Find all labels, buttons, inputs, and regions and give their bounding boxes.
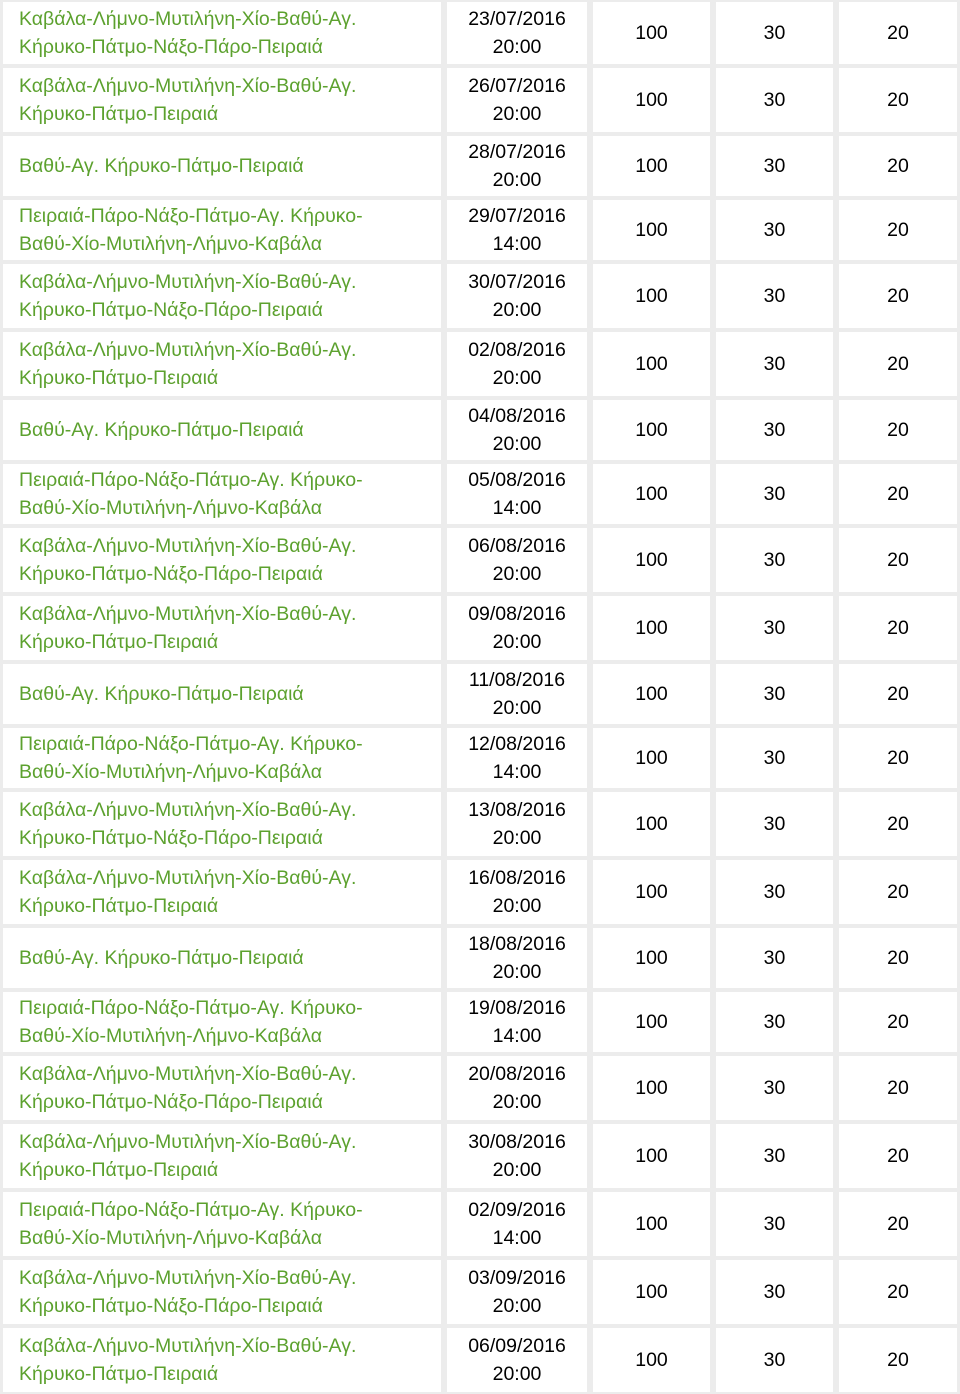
route-line: Βαθύ-Χίο-Μυτιλήνη-Λήμνο-Καβάλα xyxy=(19,497,323,519)
departure-date: 06/09/2016 xyxy=(468,1335,566,1357)
table-row xyxy=(0,0,960,66)
route-line: Κήρυκο-Πάτμο-Πειραιά xyxy=(19,103,219,125)
route-line: Καβάλα-Λήμνο-Μυτιλήνη-Χίο-Βαθύ-Αγ. xyxy=(19,1267,357,1289)
value-cell-c: 20 xyxy=(836,330,960,398)
departure-cell xyxy=(444,330,590,398)
departure-date: 09/08/2016 xyxy=(468,603,566,625)
value-cell-b: 30 xyxy=(713,858,836,926)
value-cell-c: 20 xyxy=(836,1122,960,1190)
route-cell xyxy=(0,462,444,526)
departure-cell xyxy=(444,1054,590,1122)
route-line: Βαθύ-Χίο-Μυτιλήνη-Λήμνο-Καβάλα xyxy=(19,761,323,783)
table-row xyxy=(0,330,960,398)
value-cell-c: 20 xyxy=(836,134,960,198)
route-line: Βαθύ-Αγ. Κήρυκο-Πάτμο-Πειραιά xyxy=(19,947,304,969)
table-row xyxy=(0,1054,960,1122)
route-line: Καβάλα-Λήμνο-Μυτιλήνη-Χίο-Βαθύ-Αγ. xyxy=(19,1131,357,1153)
value-cell-c: 20 xyxy=(836,1190,960,1258)
route-cell xyxy=(0,1326,444,1394)
value-cell-b: 30 xyxy=(713,1054,836,1122)
departure-cell xyxy=(444,858,590,926)
departure-cell xyxy=(444,594,590,662)
route-line: Πειραιά-Πάρο-Νάξο-Πάτμο-Αγ. Κήρυκο- xyxy=(19,469,363,491)
value-cell-a: 100 xyxy=(590,594,713,662)
departure-date: 11/08/2016 xyxy=(468,669,566,691)
departure-time: 14:00 xyxy=(492,761,542,783)
route-line: Κήρυκο-Πάτμο-Νάξο-Πάρο-Πειραιά xyxy=(19,299,323,321)
departure-date: 23/07/2016 xyxy=(468,8,566,30)
value-cell-a: 100 xyxy=(590,726,713,790)
route-line: Καβάλα-Λήμνο-Μυτιλήνη-Χίο-Βαθύ-Αγ. xyxy=(19,535,357,557)
route-line: Καβάλα-Λήμνο-Μυτιλήνη-Χίο-Βαθύ-Αγ. xyxy=(19,271,357,293)
value-cell-a: 100 xyxy=(590,462,713,526)
departure-date: 19/08/2016 xyxy=(468,997,566,1019)
route-cell xyxy=(0,1190,444,1258)
table-row xyxy=(0,1190,960,1258)
departure-cell xyxy=(444,790,590,858)
table-row xyxy=(0,926,960,990)
table-row xyxy=(0,134,960,198)
departure-date: 04/08/2016 xyxy=(468,405,566,427)
value-cell-c: 20 xyxy=(836,594,960,662)
route-cell xyxy=(0,134,444,198)
route-line: Βαθύ-Χίο-Μυτιλήνη-Λήμνο-Καβάλα xyxy=(19,233,323,255)
departure-date: 16/08/2016 xyxy=(468,867,566,889)
route-cell xyxy=(0,594,444,662)
value-cell-a: 100 xyxy=(590,198,713,262)
route-line: Κήρυκο-Πάτμο-Πειραιά xyxy=(19,1363,219,1385)
table-row xyxy=(0,990,960,1054)
route-line: Πειραιά-Πάρο-Νάξο-Πάτμο-Αγ. Κήρυκο- xyxy=(19,733,363,755)
value-cell-b: 30 xyxy=(713,1326,836,1394)
departure-date: 29/07/2016 xyxy=(468,205,566,227)
value-cell-b: 30 xyxy=(713,134,836,198)
value-cell-c: 20 xyxy=(836,1258,960,1326)
route-line: Καβάλα-Λήμνο-Μυτιλήνη-Χίο-Βαθύ-Αγ. xyxy=(19,1063,357,1085)
departure-cell xyxy=(444,462,590,526)
value-cell-b: 30 xyxy=(713,1190,836,1258)
value-cell-c: 20 xyxy=(836,0,960,66)
value-cell-a: 100 xyxy=(590,1326,713,1394)
departure-date: 06/08/2016 xyxy=(468,535,566,557)
table-row xyxy=(0,262,960,330)
route-line: Καβάλα-Λήμνο-Μυτιλήνη-Χίο-Βαθύ-Αγ. xyxy=(19,1335,357,1357)
departure-cell xyxy=(444,1190,590,1258)
route-cell xyxy=(0,790,444,858)
value-cell-a: 100 xyxy=(590,1190,713,1258)
route-line: Κήρυκο-Πάτμο-Πειραιά xyxy=(19,367,219,389)
route-line: Βαθύ-Αγ. Κήρυκο-Πάτμο-Πειραιά xyxy=(19,419,304,441)
value-cell-c: 20 xyxy=(836,990,960,1054)
route-line: Καβάλα-Λήμνο-Μυτιλήνη-Χίο-Βαθύ-Αγ. xyxy=(19,8,357,30)
value-cell-a: 100 xyxy=(590,990,713,1054)
value-cell-a: 100 xyxy=(590,330,713,398)
value-cell-c: 20 xyxy=(836,198,960,262)
value-cell-a: 100 xyxy=(590,0,713,66)
value-cell-a: 100 xyxy=(590,66,713,134)
value-cell-b: 30 xyxy=(713,398,836,462)
route-cell xyxy=(0,0,444,66)
departure-time: 20:00 xyxy=(492,895,542,917)
departure-cell xyxy=(444,66,590,134)
departure-time: 14:00 xyxy=(492,1227,542,1249)
departure-time: 20:00 xyxy=(492,563,542,585)
value-cell-c: 20 xyxy=(836,1326,960,1394)
departure-date: 20/08/2016 xyxy=(468,1063,566,1085)
value-cell-b: 30 xyxy=(713,66,836,134)
departure-cell xyxy=(444,262,590,330)
departure-cell xyxy=(444,726,590,790)
table-row xyxy=(0,398,960,462)
departure-cell xyxy=(444,134,590,198)
route-line: Καβάλα-Λήμνο-Μυτιλήνη-Χίο-Βαθύ-Αγ. xyxy=(19,603,357,625)
departure-date: 18/08/2016 xyxy=(468,933,566,955)
value-cell-a: 100 xyxy=(590,790,713,858)
route-cell xyxy=(0,1258,444,1326)
departure-cell xyxy=(444,1122,590,1190)
value-cell-b: 30 xyxy=(713,990,836,1054)
table-row xyxy=(0,1326,960,1394)
departure-cell xyxy=(444,398,590,462)
value-cell-a: 100 xyxy=(590,526,713,594)
table-row xyxy=(0,198,960,262)
route-line: Πειραιά-Πάρο-Νάξο-Πάτμο-Αγ. Κήρυκο- xyxy=(19,1199,363,1221)
departure-cell xyxy=(444,1258,590,1326)
departure-cell xyxy=(444,526,590,594)
value-cell-a: 100 xyxy=(590,1258,713,1326)
departure-time: 20:00 xyxy=(492,1091,542,1113)
departure-time: 14:00 xyxy=(492,1025,542,1047)
route-cell xyxy=(0,1122,444,1190)
route-line: Κήρυκο-Πάτμο-Πειραιά xyxy=(19,631,219,653)
departure-cell xyxy=(444,662,590,726)
departure-time: 20:00 xyxy=(492,827,542,849)
value-cell-a: 100 xyxy=(590,1122,713,1190)
table-row xyxy=(0,66,960,134)
value-cell-b: 30 xyxy=(713,1122,836,1190)
departure-time: 20:00 xyxy=(492,433,542,455)
value-cell-b: 30 xyxy=(713,926,836,990)
value-cell-b: 30 xyxy=(713,526,836,594)
departure-time: 20:00 xyxy=(492,961,542,983)
table-row xyxy=(0,662,960,726)
departure-cell xyxy=(444,0,590,66)
route-line: Κήρυκο-Πάτμο-Νάξο-Πάρο-Πειραιά xyxy=(19,563,323,585)
value-cell-a: 100 xyxy=(590,1054,713,1122)
value-cell-c: 20 xyxy=(836,66,960,134)
value-cell-b: 30 xyxy=(713,262,836,330)
departure-cell xyxy=(444,198,590,262)
departure-date: 12/08/2016 xyxy=(468,733,566,755)
route-line: Καβάλα-Λήμνο-Μυτιλήνη-Χίο-Βαθύ-Αγ. xyxy=(19,867,357,889)
value-cell-b: 30 xyxy=(713,330,836,398)
route-line: Κήρυκο-Πάτμο-Νάξο-Πάρο-Πειραιά xyxy=(19,36,323,58)
value-cell-b: 30 xyxy=(713,1258,836,1326)
route-line: Καβάλα-Λήμνο-Μυτιλήνη-Χίο-Βαθύ-Αγ. xyxy=(19,799,357,821)
table-row xyxy=(0,462,960,526)
value-cell-c: 20 xyxy=(836,398,960,462)
route-line: Κήρυκο-Πάτμο-Πειραιά xyxy=(19,895,219,917)
value-cell-b: 30 xyxy=(713,790,836,858)
value-cell-c: 20 xyxy=(836,462,960,526)
value-cell-a: 100 xyxy=(590,134,713,198)
route-cell xyxy=(0,262,444,330)
table-row xyxy=(0,858,960,926)
value-cell-b: 30 xyxy=(713,594,836,662)
route-line: Κήρυκο-Πάτμο-Νάξο-Πάρο-Πειραιά xyxy=(19,827,323,849)
departure-time: 20:00 xyxy=(492,1295,542,1317)
departure-time: 20:00 xyxy=(492,299,542,321)
route-cell xyxy=(0,330,444,398)
departure-time: 20:00 xyxy=(492,1159,542,1181)
departure-time: 14:00 xyxy=(492,233,542,255)
departure-time: 20:00 xyxy=(492,367,542,389)
departure-date: 30/08/2016 xyxy=(468,1131,566,1153)
route-cell xyxy=(0,1054,444,1122)
route-cell xyxy=(0,398,444,462)
route-line: Βαθύ-Χίο-Μυτιλήνη-Λήμνο-Καβάλα xyxy=(19,1025,323,1047)
table-row xyxy=(0,790,960,858)
value-cell-b: 30 xyxy=(713,726,836,790)
value-cell-c: 20 xyxy=(836,662,960,726)
route-line: Βαθύ-Αγ. Κήρυκο-Πάτμο-Πειραιά xyxy=(19,155,304,177)
departure-cell xyxy=(444,990,590,1054)
value-cell-c: 20 xyxy=(836,926,960,990)
route-line: Πειραιά-Πάρο-Νάξο-Πάτμο-Αγ. Κήρυκο- xyxy=(19,205,363,227)
departure-date: 03/09/2016 xyxy=(468,1267,566,1289)
route-cell xyxy=(0,526,444,594)
route-line: Πειραιά-Πάρο-Νάξο-Πάτμο-Αγ. Κήρυκο- xyxy=(19,997,363,1019)
route-cell xyxy=(0,198,444,262)
departure-cell xyxy=(444,1326,590,1394)
value-cell-b: 30 xyxy=(713,662,836,726)
departure-time: 20:00 xyxy=(492,169,542,191)
value-cell-c: 20 xyxy=(836,858,960,926)
value-cell-a: 100 xyxy=(590,398,713,462)
route-line: Καβάλα-Λήμνο-Μυτιλήνη-Χίο-Βαθύ-Αγ. xyxy=(19,75,357,97)
route-line: Καβάλα-Λήμνο-Μυτιλήνη-Χίο-Βαθύ-Αγ. xyxy=(19,339,357,361)
route-cell xyxy=(0,990,444,1054)
departure-time: 20:00 xyxy=(492,1363,542,1385)
value-cell-a: 100 xyxy=(590,858,713,926)
departure-date: 13/08/2016 xyxy=(468,799,566,821)
table-row xyxy=(0,726,960,790)
table-row xyxy=(0,594,960,662)
departure-time: 20:00 xyxy=(492,697,542,719)
departure-date: 26/07/2016 xyxy=(468,75,566,97)
value-cell-c: 20 xyxy=(836,790,960,858)
value-cell-c: 20 xyxy=(836,1054,960,1122)
departure-date: 05/08/2016 xyxy=(468,469,566,491)
value-cell-c: 20 xyxy=(836,726,960,790)
departure-date: 02/09/2016 xyxy=(468,1199,566,1221)
route-cell xyxy=(0,726,444,790)
value-cell-b: 30 xyxy=(713,198,836,262)
departure-time: 20:00 xyxy=(492,631,542,653)
departure-date: 28/07/2016 xyxy=(468,141,566,163)
value-cell-a: 100 xyxy=(590,262,713,330)
value-cell-b: 30 xyxy=(713,0,836,66)
value-cell-a: 100 xyxy=(590,662,713,726)
departure-time: 20:00 xyxy=(492,36,542,58)
departure-date: 30/07/2016 xyxy=(468,271,566,293)
route-cell xyxy=(0,66,444,134)
table-row xyxy=(0,526,960,594)
route-cell xyxy=(0,926,444,990)
route-line: Κήρυκο-Πάτμο-Νάξο-Πάρο-Πειραιά xyxy=(19,1091,323,1113)
departure-time: 20:00 xyxy=(492,103,542,125)
route-line: Κήρυκο-Πάτμο-Πειραιά xyxy=(19,1159,219,1181)
route-cell xyxy=(0,858,444,926)
route-line: Βαθύ-Χίο-Μυτιλήνη-Λήμνο-Καβάλα xyxy=(19,1227,323,1249)
value-cell-c: 20 xyxy=(836,262,960,330)
route-line: Κήρυκο-Πάτμο-Νάξο-Πάρο-Πειραιά xyxy=(19,1295,323,1317)
route-cell xyxy=(0,662,444,726)
value-cell-b: 30 xyxy=(713,462,836,526)
value-cell-a: 100 xyxy=(590,926,713,990)
table-row xyxy=(0,1122,960,1190)
departure-time: 14:00 xyxy=(492,497,542,519)
value-cell-c: 20 xyxy=(836,526,960,594)
departure-date: 02/08/2016 xyxy=(468,339,566,361)
route-line: Βαθύ-Αγ. Κήρυκο-Πάτμο-Πειραιά xyxy=(19,683,304,705)
table-row xyxy=(0,1258,960,1326)
departure-cell xyxy=(444,926,590,990)
